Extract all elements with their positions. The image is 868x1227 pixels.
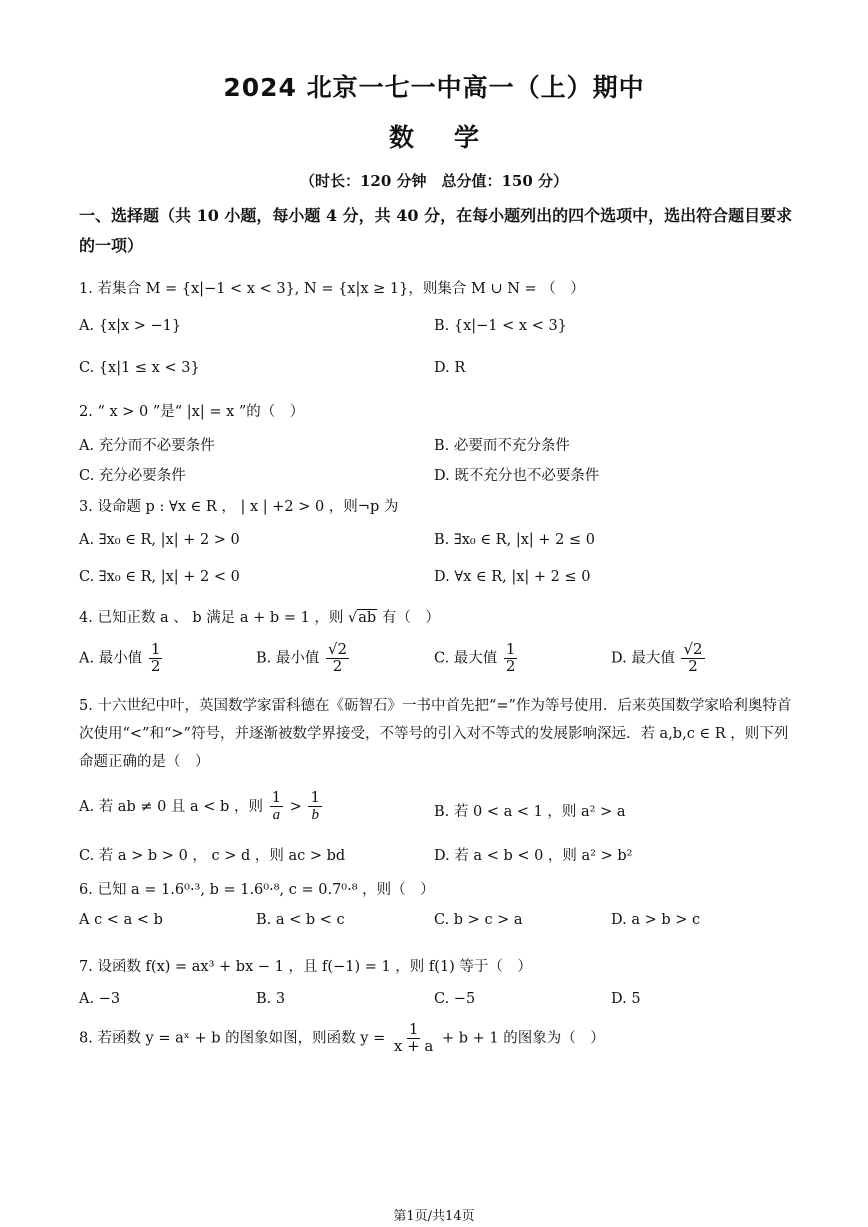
question-7-option-a: A. −3 bbox=[79, 991, 121, 1007]
question-2-stem: 2. “ x > 0 ”是“ |x| = x ”的（ ） bbox=[79, 404, 305, 420]
question-3-option-b: B. ∃x₀ ∈ R, |x| + 2 ≤ 0 bbox=[434, 532, 595, 548]
question-4-option-c: C. 最大值 $\frac{1}{2}$ bbox=[434, 640, 516, 675]
question-1-option-c: C. {x|1 ≤ x < 3} bbox=[79, 360, 200, 376]
question-5-option-d: D. 若 a < b < 0 ，则 a² > b² bbox=[434, 848, 633, 864]
question-3-option-c: C. ∃x₀ ∈ R, |x| + 2 < 0 bbox=[79, 569, 240, 585]
question-6-option-b: B. a < b < c bbox=[256, 912, 345, 928]
question-6-option-c: C. b > c > a bbox=[434, 912, 523, 928]
question-5-option-a: A. 若 ab ≠ 0 且 a < b ，则 $\frac{1}{a}$ > $\frac{1}{b}$ bbox=[79, 788, 321, 823]
question-4-option-a: A. 最小值 $\frac{1}{2}$ bbox=[79, 640, 161, 675]
question-7-option-b: B. 3 bbox=[256, 991, 286, 1007]
question-4-option-d: D. 最大值 $\frac{√2}{2}$ bbox=[611, 640, 703, 675]
exam-subject: 数学 bbox=[388, 123, 519, 152]
question-4-stem: 4. 已知正数 a 、 b 满足 a + b = 1 ，则 √ab 有（ ） bbox=[79, 610, 440, 626]
question-5-stem: 5. 十六世纪中叶，英国数学家雷科德在《砺智石》一书中首先把“=”作为等号使用．后来英国数学家哈利奥特首次使用“<”和“>”符号，并逐渐被数学界接受，不等号的引入对不等式的发展影响深远．若 a,b,c ∈ R ，则下列命题正确的是（ ） bbox=[79, 698, 792, 770]
page-footer: 第1页/共14页 bbox=[393, 1209, 475, 1224]
question-6-option-a: A c < a < b bbox=[79, 912, 163, 928]
question-2-option-b: B. 必要而不充分条件 bbox=[434, 438, 570, 454]
question-6-stem: 6. 已知 a = 1.6⁰·³, b = 1.6⁰·⁸, c = 0.7⁰·⁸ ，则（ ） bbox=[79, 882, 435, 898]
question-1-option-b: B. {x|−1 < x < 3} bbox=[434, 318, 567, 334]
question-8-stem: 8. 若函数 y = aˣ + b 的图象如图，则函数 y = $\frac{1}{x + a}$ + b + 1 的图象为（ ） bbox=[79, 1020, 605, 1055]
section-heading: 一、选择题（共 10 小题，每小题 4 分，共 40 分，在每小题列出的四个选项中，选出符合题目要求的一项） bbox=[79, 206, 793, 255]
question-2-option-d: D. 既不充分也不必要条件 bbox=[434, 468, 600, 484]
question-1-stem: 1. 若集合 M = {x|−1 < x < 3}, N = {x|x ≥ 1}，则集合 M ∪ N = （ ） bbox=[79, 281, 585, 297]
question-7-stem: 7. 设函数 f(x) = ax³ + bx − 1 ，且 f(−1) = 1 ，则 f(1) 等于（ ） bbox=[79, 959, 532, 975]
question-7-option-d: D. 5 bbox=[611, 991, 641, 1007]
question-5-option-b: B. 若 0 < a < 1 ，则 a² > a bbox=[434, 804, 626, 820]
exam-meta: （时长：120 分钟 总分值：150 分） bbox=[299, 172, 569, 190]
question-4-option-b: B. 最小值 $\frac{√2}{2}$ bbox=[256, 640, 348, 675]
question-1-option-a: A. {x|x > −1} bbox=[79, 318, 182, 334]
exam-title: 2024 北京一七一中高一（上）期中 bbox=[223, 73, 645, 102]
question-7-option-c: C. −5 bbox=[434, 991, 476, 1007]
question-2-option-c: C. 充分必要条件 bbox=[79, 468, 186, 484]
question-6-option-d: D. a > b > c bbox=[611, 912, 701, 928]
question-1-option-d: D. R bbox=[434, 360, 466, 376]
question-3-option-a: A. ∃x₀ ∈ R, |x| + 2 > 0 bbox=[79, 532, 240, 548]
question-2-option-a: A. 充分而不必要条件 bbox=[79, 438, 215, 454]
question-5-option-c: C. 若 a > b > 0 ， c > d ，则 ac > bd bbox=[79, 848, 346, 864]
question-3-stem: 3. 设命题 p : ∀x ∈ R ， | x | +2 > 0 ，则¬p 为 bbox=[79, 499, 399, 515]
question-3-option-d: D. ∀x ∈ R, |x| + 2 ≤ 0 bbox=[434, 569, 591, 585]
